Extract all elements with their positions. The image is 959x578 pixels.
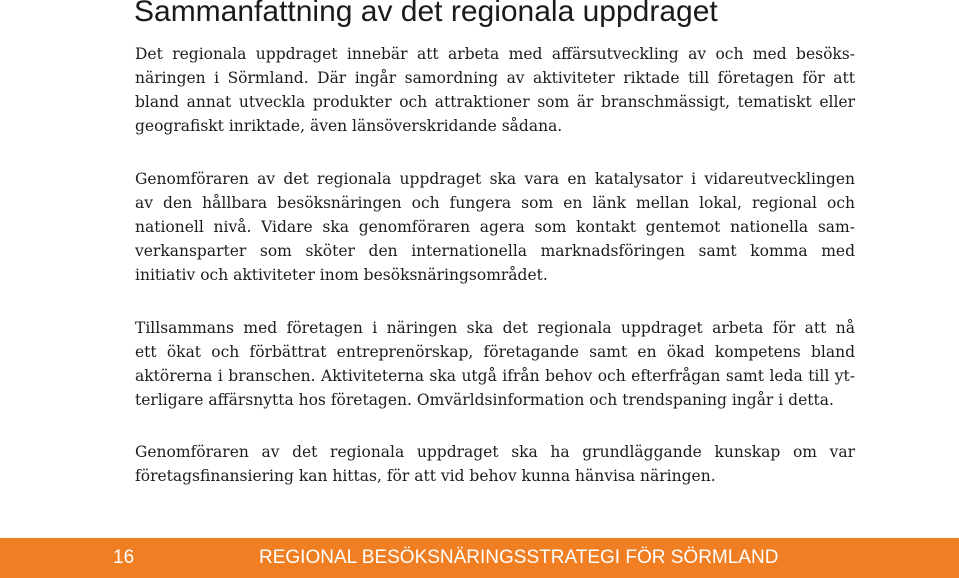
paragraph-line: Genomföraren av det regionala uppdraget ska vara en katalysator i vidareutvecklingen: [135, 170, 855, 188]
paragraph-4: [135, 440, 855, 488]
paragraph-line: företagsfinansiering kan hittas, för att vid behov kunna hänvisa näringen.: [135, 467, 716, 485]
paragraph-line: nationell nivå. Vidare ska genomföraren agera som kontakt gentemot nationella sam-: [135, 218, 855, 236]
paragraph-1: [135, 42, 855, 138]
paragraph-line: av den hållbara besöksnäringen och fungera som en länk mellan lokal, regional och: [135, 194, 855, 212]
footer-title: REGIONAL BESÖKSNÄRINGSSTRATEGI FÖR SÖRMLAND: [259, 547, 779, 568]
page-footer: [0, 538, 959, 578]
paragraph-line: verkansparter som sköter den internationella marknadsföringen samt komma med: [135, 242, 855, 260]
paragraph-line: näringen i Sörmland. Där ingår samordning av aktiviteter riktade till företagen för att: [135, 69, 855, 87]
paragraph-line: Tillsammans med företagen i näringen ska det regionala uppdraget arbeta för att nå: [135, 319, 855, 337]
paragraph-line: Genomföraren av det regionala uppdraget ska ha grundläggande kunskap om var: [135, 443, 855, 461]
paragraph-line: initiativ och aktiviteter inom besöksnäringsområdet.: [135, 266, 548, 284]
paragraph-3: [135, 316, 855, 412]
paragraph-line: ett ökat och förbättrat entreprenörskap, företagande samt en ökad kompetens bland: [135, 343, 855, 361]
paragraph-line: terligare affärsnytta hos företagen. Omvärldsinformation och trendspaning ingår i detta.: [135, 391, 834, 409]
page-number: 16: [113, 547, 135, 568]
paragraph-line: Det regionala uppdraget innebär att arbeta med affärsutveckling av och med besöks-: [135, 45, 855, 63]
paragraph-line: bland annat utveckla produkter och attraktioner som är branschmässigt, tematiskt eller: [135, 93, 855, 111]
paragraph-line: geografiskt inriktade, även länsöverskridande sådana.: [135, 117, 563, 135]
page-title: Sammanfattning av det regionala uppdraget: [134, 0, 718, 28]
paragraph-line: aktörerna i branschen. Aktiviteterna ska utgå ifrån behov och efterfrågan samt leda till yt-: [135, 367, 855, 385]
paragraph-2: [135, 167, 855, 287]
